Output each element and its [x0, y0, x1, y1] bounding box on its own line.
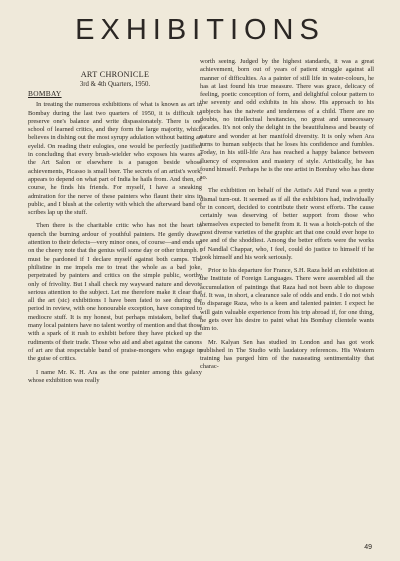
- paragraph: In treating the numerous exhibitions of what is known as art in Bombay during the last two quarters of 1950, it is difficult to preserve one's balance and write dispassionately. There is one school of learned critics, and they form the large majority, which believes in dishing out the most syrupy adulation without batting an eyelid. On reading their eulogies, one would be perfectly justified in concluding that every brush-wielder who exposes his wares at the Art Salon or elsewhere is a paragon beside whose achievements, Picasso is small beer. The secrets of an artist's work, appears to depend on what part of India he hails from. And then, of course, he finds his friends. For myself, I have a sneaking admiration for the nerve of these painters who flaunt their sins in public, and I blush at the celerity with which the afterward band of scribes lap up the stuff.: [28, 101, 202, 217]
- paragraph: Prior to his departure for France, S.H. Raza held an exhibition at the Institute of Foreign Languages. There were assembled all the accumulation of paintings that Raza had not been able to dispose of. It was, in short, a clearance sale of odds and ends. I do not wish to disparage Raza, who is a keen and talented painter. I expect he will gain valuable experience from his trip abroad if, for one thing, he gets over his desire to paint what his Bombay clientele wants him to.: [200, 267, 374, 333]
- paragraph: Mr. Kalyan Sen has studied in London and has got work published in The Studio with laudatory references. His Western training has purged him of the nauseating sentimentality that charac-: [200, 338, 374, 371]
- page-title: EXHIBITIONS: [75, 14, 325, 46]
- paragraph: I name Mr. K. H. Ara as the one painter among this galaxy whose exhibition was really: [28, 368, 202, 384]
- page-number: 49: [364, 544, 372, 551]
- right-column: [200, 58, 374, 377]
- chronicle-heading: ART CHRONICLE: [80, 70, 150, 79]
- paragraph: Then there is the charitable critic who has not the heart to quench the burning ardour of youthful painters. He gently draws attention to their defects—very minor ones, of course—and ends up on the cheery note that the genius will some day or other triumph. I must be pardoned if I declare myself against both camps. The philistine in me impels me to treat the whole as a bad joke, perpetrated by painters and critics on the simple public, worthy only of frivolity. But I shall check my wayward nature and devote serious attention to the subject. Let me therefore make it clear that all the art (sic) exhibitions I have been fated to see during the period in review, with one honourable exception, have conspired to mediocre stuff. It is my honest, but perhaps mistaken, belief that many local painters have no talent worthy of mention and that those with a spark of it rush to exhibit before they have picked up the rudiments of their trade. Those who aid and abet against the canons of art are that respectable band of praise-mongers who engage in the guise of critics.: [28, 222, 202, 363]
- paragraph: The exhibition on behalf of the Artist's Aid Fund was a pretty dismal turn-out. It seemed as if all the exhibitors had, individually or in concert, decided to contribute their worst efforts. The cause certainly was deserving of better support from those who themselves expected to benefit from it. It was a hotch-potch of the most diverse varieties of the graphic art that one could ever hope to see and of the shoddiest. Among the better efforts were the works of Nandlal Chappar, who, I feel, could do justice to himself if he took himself and his work seriously.: [200, 187, 374, 261]
- place-heading: BOMBAY: [28, 89, 62, 98]
- paragraph: worth seeing. Judged by the highest standards, it was a great achievement, born out of years of patient struggle against all manner of difficulties. As a painter of still life in water-colours, he has at last found his true measure. There was grace, delicacy of feeling, poetic conception of form, and delightful colour pattern to the seventy and odd exhibits in his show. His approach to his subjects has the naivete and tenderness of a child. There are no doubts, no intellectual hesitancies, no great and unnecessary facades. It's not only the delight in the beautifulness and beauty of nature and wonder at her manifold diversity. It is only when Ara turns to human subjects that he loses his confidence and fumbles. Today, in his still-life Ara has reached a happy balance between fluency of expression and mastery of style. Artistically, he has found himself. Perhaps he is the one artist in Bombay who has done so.: [200, 58, 374, 182]
- left-column: [28, 70, 202, 390]
- chronicle-subheading: 3rd & 4th Quarters, 1950.: [79, 80, 151, 88]
